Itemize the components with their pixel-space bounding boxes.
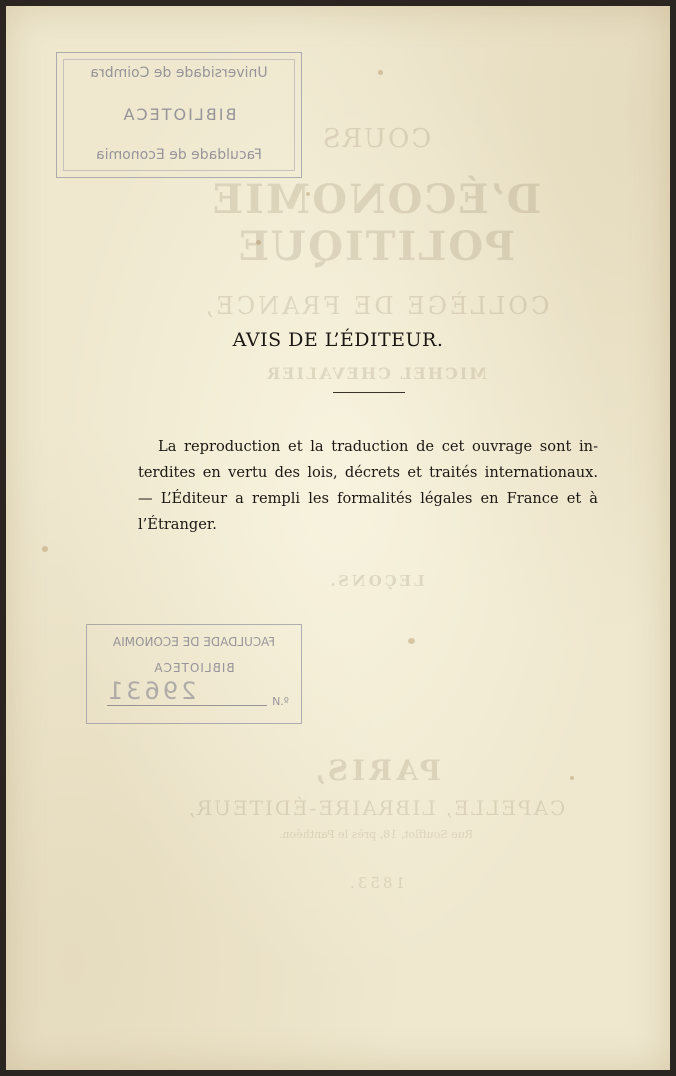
page-heading: AVIS DE L’ÉDITEUR.	[232, 329, 444, 351]
stamp-top-line-2: BIBLIOTECA	[121, 105, 237, 124]
ghost-year: 1853.	[347, 874, 405, 892]
ghost-publisher: CAPELLE, LIBRAIRE-ÉDITEUR,	[186, 796, 566, 820]
foxing-spot	[408, 638, 415, 644]
ghost-lecons: LEÇONS.	[327, 572, 425, 590]
library-stamp-top	[56, 52, 302, 178]
stamp-bottom-line-1: FACULDADE DE ECONOMIA	[112, 635, 276, 649]
notice-line-2: terdites en vertu des lois, décrets et traités internationaux.	[138, 464, 598, 481]
stamp-bottom-no-label: N.º	[272, 695, 289, 708]
ghost-address: Rue Soufflot, 18, près le Panthéon.	[278, 828, 474, 841]
stamp-top-line-1: Universidade de Coimbra	[90, 65, 268, 81]
notice-line-4: l’Étranger.	[138, 516, 217, 533]
ghost-author: MICHEL CHEVALIER	[265, 364, 487, 383]
foxing-spot	[256, 240, 261, 245]
notice-line-3: — L’Éditeur a rempli les formalités légales en France et à	[138, 490, 598, 507]
foxing-spot	[306, 192, 310, 196]
stamp-bottom-line-2: BIBLIOTECA	[153, 661, 235, 675]
ghost-title-2: D’ÉCONOMIE POLITIQUE	[210, 176, 542, 270]
stamp-bottom-number: 29631	[105, 677, 197, 705]
ghost-title-1: COURS	[320, 124, 432, 154]
stamp-top-line-3: Faculdade de Economia	[96, 147, 262, 163]
foxing-spot	[570, 776, 574, 780]
foxing-spot	[42, 546, 48, 552]
notice-line-1: La reproduction et la traduction de cet ouvrage sont in-	[158, 438, 598, 455]
copyright-notice	[138, 434, 598, 538]
ghost-city: PARIS,	[310, 754, 442, 787]
library-stamp-bottom	[86, 624, 302, 724]
ghost-college: COLLÈGE DE FRANCE,	[202, 292, 550, 320]
heading-divider	[333, 392, 405, 393]
foxing-spot	[378, 70, 383, 75]
stamp-bottom-rule	[107, 705, 267, 706]
